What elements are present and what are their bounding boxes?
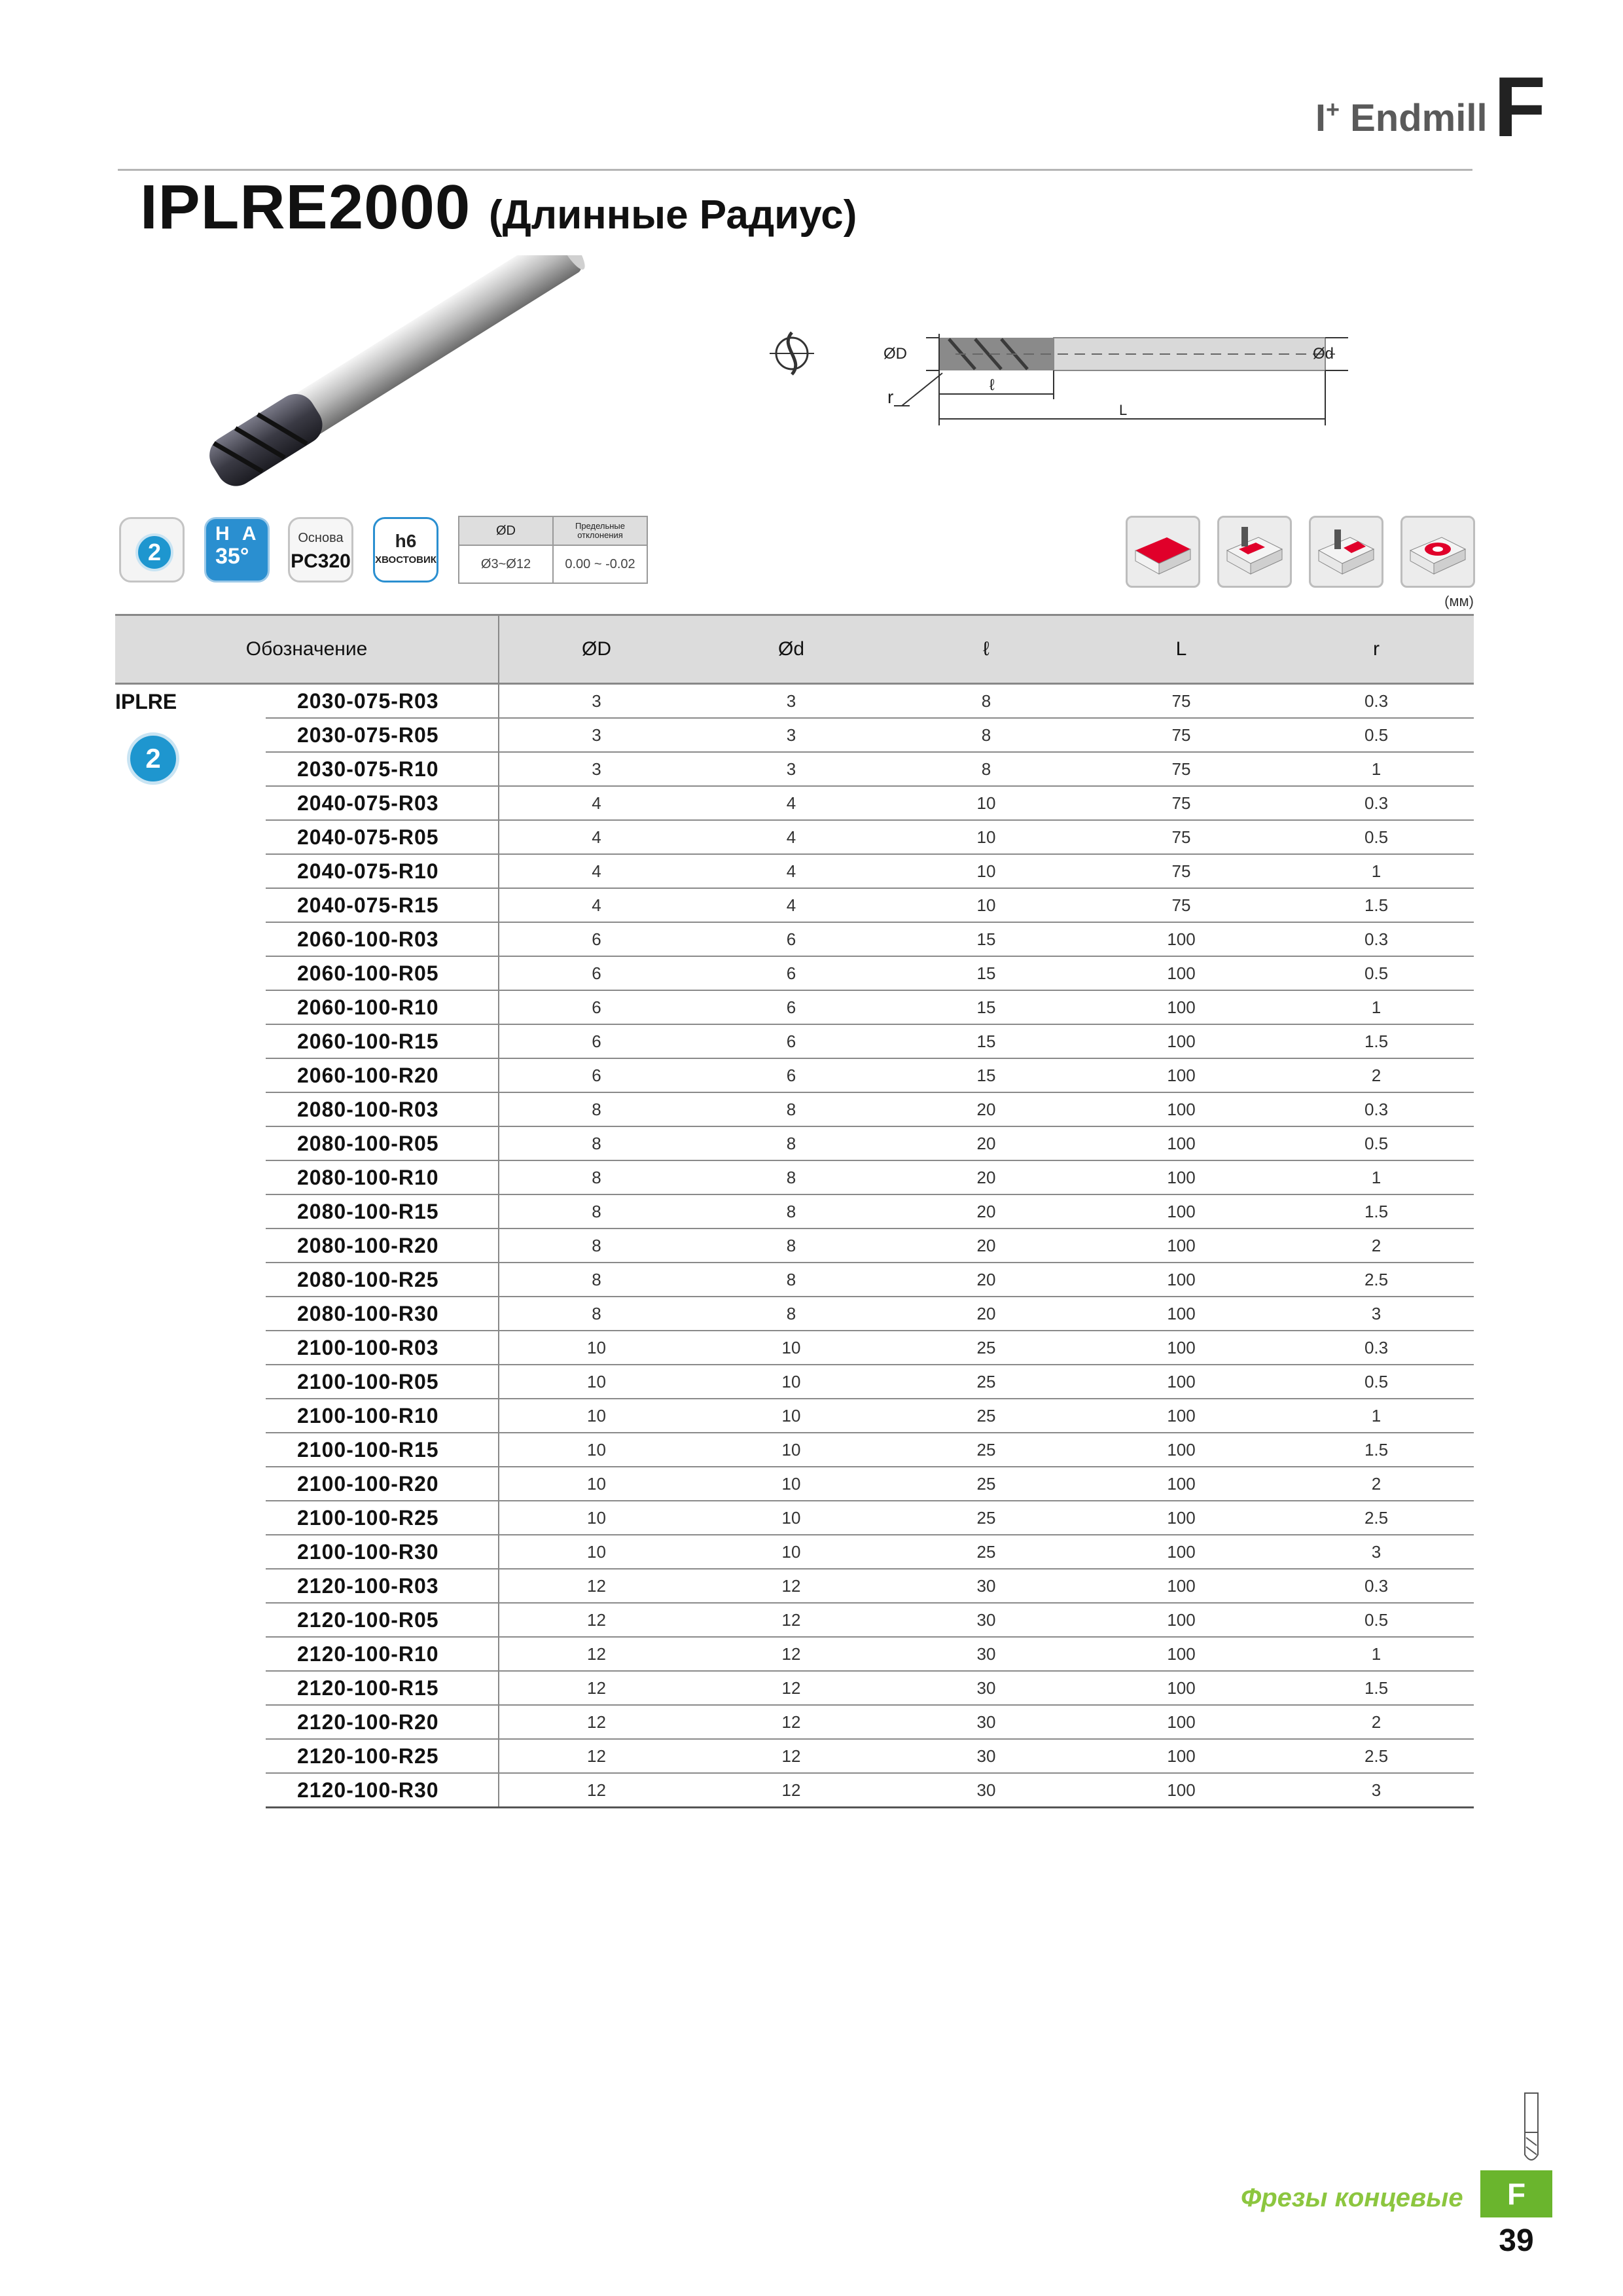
overall-length: 100 bbox=[1084, 1603, 1279, 1637]
cutting-diameter: 4 bbox=[499, 820, 694, 854]
designation-code: 2030-075-R10 bbox=[266, 752, 499, 786]
overall-length: 75 bbox=[1084, 718, 1279, 752]
shank-diameter: 12 bbox=[694, 1671, 889, 1705]
cross-section-icon bbox=[770, 332, 814, 374]
corner-radius: 1 bbox=[1279, 1637, 1474, 1671]
cutting-diameter: 6 bbox=[499, 1024, 694, 1058]
page-title: IPLRE2000 (Длинные Радиус) bbox=[140, 172, 857, 242]
designation-code: 2060-100-R05 bbox=[266, 956, 499, 990]
corner-radius: 1 bbox=[1279, 1160, 1474, 1194]
corner-radius: 0.5 bbox=[1279, 820, 1474, 854]
cutting-diameter: 8 bbox=[499, 1160, 694, 1194]
cutting-diameter: 3 bbox=[499, 718, 694, 752]
endmill-photo bbox=[190, 255, 641, 504]
shank-diameter: 6 bbox=[694, 956, 889, 990]
cutting-diameter: 3 bbox=[499, 752, 694, 786]
designation-code: 2120-100-R03 bbox=[266, 1569, 499, 1603]
flute-length: 30 bbox=[889, 1637, 1084, 1671]
shank-diameter: 10 bbox=[694, 1535, 889, 1569]
overall-length: 100 bbox=[1084, 1229, 1279, 1263]
corner-radius: 0.5 bbox=[1279, 1126, 1474, 1160]
table-row bbox=[115, 1194, 1474, 1229]
page-number: 39 bbox=[1499, 2223, 1534, 2258]
designation-code: 2120-100-R10 bbox=[266, 1637, 499, 1671]
flute-length: 30 bbox=[889, 1603, 1084, 1637]
corner-radius: 0.5 bbox=[1279, 1365, 1474, 1399]
flute-length: 25 bbox=[889, 1433, 1084, 1467]
corner-radius: 0.3 bbox=[1279, 1331, 1474, 1365]
corner-radius: 2 bbox=[1279, 1467, 1474, 1501]
substrate-badge bbox=[288, 517, 353, 583]
overall-length: 100 bbox=[1084, 1773, 1279, 1808]
overall-length: 75 bbox=[1084, 786, 1279, 820]
flute-length: 8 bbox=[889, 752, 1084, 786]
designation-code: 2040-075-R15 bbox=[266, 888, 499, 922]
flute-length: 10 bbox=[889, 786, 1084, 820]
table-header-row bbox=[115, 615, 1474, 684]
cutting-diameter: 6 bbox=[499, 922, 694, 956]
shank-diameter: 12 bbox=[694, 1739, 889, 1773]
flute-length: 20 bbox=[889, 1126, 1084, 1160]
tolerance-deviation: 0.00 ~ -0.02 bbox=[553, 545, 647, 583]
table-row bbox=[115, 1399, 1474, 1433]
corner-radius: 2 bbox=[1279, 1705, 1474, 1739]
header-corner-radius: r bbox=[1279, 615, 1474, 684]
corner-radius: 2 bbox=[1279, 1229, 1474, 1263]
overall-length: 100 bbox=[1084, 1024, 1279, 1058]
table-row bbox=[115, 956, 1474, 990]
table-row bbox=[115, 1467, 1474, 1501]
table-row bbox=[115, 1603, 1474, 1637]
shank-diameter: 10 bbox=[694, 1365, 889, 1399]
overall-length: 75 bbox=[1084, 752, 1279, 786]
helix-letters: H A bbox=[215, 523, 260, 545]
shank-diameter: 3 bbox=[694, 718, 889, 752]
flute-length: 20 bbox=[889, 1229, 1084, 1263]
cutting-diameter: 12 bbox=[499, 1569, 694, 1603]
overall-length: 100 bbox=[1084, 1433, 1279, 1467]
designation-code: 2060-100-R10 bbox=[266, 990, 499, 1024]
flute-length: 30 bbox=[889, 1569, 1084, 1603]
flute-count-icon: 2 bbox=[127, 732, 179, 785]
substrate-label: Основа bbox=[298, 531, 344, 545]
corner-radius: 1.5 bbox=[1279, 888, 1474, 922]
flute-length: 25 bbox=[889, 1535, 1084, 1569]
table-row bbox=[115, 1092, 1474, 1126]
shank-tolerance-value: h6 bbox=[395, 531, 417, 551]
shank-diameter: 10 bbox=[694, 1467, 889, 1501]
corner-radius: 1 bbox=[1279, 990, 1474, 1024]
tolerance-table bbox=[458, 516, 648, 584]
header-flute-length: ℓ bbox=[889, 615, 1084, 684]
flute-length: 10 bbox=[889, 854, 1084, 888]
cutting-diameter: 12 bbox=[499, 1637, 694, 1671]
overall-length: 100 bbox=[1084, 990, 1279, 1024]
shank-diameter: 10 bbox=[694, 1501, 889, 1535]
overall-length: 100 bbox=[1084, 1331, 1279, 1365]
designation-code: 2120-100-R25 bbox=[266, 1739, 499, 1773]
shank-diameter: 10 bbox=[694, 1433, 889, 1467]
designation-code: 2100-100-R10 bbox=[266, 1399, 499, 1433]
table-row bbox=[115, 1229, 1474, 1263]
corner-radius: 2 bbox=[1279, 1058, 1474, 1092]
flute-length: 15 bbox=[889, 956, 1084, 990]
overall-length: 100 bbox=[1084, 1467, 1279, 1501]
shank-diameter: 12 bbox=[694, 1569, 889, 1603]
tolerance-header-deviation: Предельные отклонения bbox=[553, 516, 647, 545]
designation-code: 2080-100-R25 bbox=[266, 1263, 499, 1297]
designation-code: 2080-100-R15 bbox=[266, 1194, 499, 1229]
table-row bbox=[115, 1365, 1474, 1399]
designation-code: 2120-100-R05 bbox=[266, 1603, 499, 1637]
designation-code: 2080-100-R20 bbox=[266, 1229, 499, 1263]
cutting-diameter: 10 bbox=[499, 1365, 694, 1399]
corner-radius: 2.5 bbox=[1279, 1501, 1474, 1535]
flute-length: 25 bbox=[889, 1399, 1084, 1433]
corner-radius: 0.5 bbox=[1279, 718, 1474, 752]
header-designation: Обозначение bbox=[115, 615, 499, 684]
overall-length: 100 bbox=[1084, 1160, 1279, 1194]
table-row bbox=[115, 684, 1474, 719]
dim-label-L: L bbox=[1119, 402, 1128, 418]
designation-code: 2100-100-R05 bbox=[266, 1365, 499, 1399]
corner-radius: 3 bbox=[1279, 1535, 1474, 1569]
flute-length: 30 bbox=[889, 1705, 1084, 1739]
flute-length: 8 bbox=[889, 684, 1084, 719]
shank-diameter: 12 bbox=[694, 1603, 889, 1637]
overall-length: 100 bbox=[1084, 1365, 1279, 1399]
corner-radius: 0.3 bbox=[1279, 684, 1474, 719]
shank-diameter: 6 bbox=[694, 922, 889, 956]
table-row bbox=[115, 1637, 1474, 1671]
helix-angle-badge bbox=[204, 517, 270, 583]
cutting-diameter: 12 bbox=[499, 1773, 694, 1808]
shank-diameter: 8 bbox=[694, 1194, 889, 1229]
designation-code: 2120-100-R30 bbox=[266, 1773, 499, 1808]
dim-label-d: Ød bbox=[1313, 345, 1334, 363]
shank-diameter: 8 bbox=[694, 1092, 889, 1126]
table-row bbox=[115, 1263, 1474, 1297]
table-row bbox=[115, 1705, 1474, 1739]
shank-diameter: 6 bbox=[694, 990, 889, 1024]
flute-length: 15 bbox=[889, 922, 1084, 956]
overall-length: 100 bbox=[1084, 1739, 1279, 1773]
cutting-diameter: 10 bbox=[499, 1535, 694, 1569]
designation-code: 2120-100-R20 bbox=[266, 1705, 499, 1739]
corner-radius: 1.5 bbox=[1279, 1024, 1474, 1058]
corner-radius: 0.3 bbox=[1279, 1569, 1474, 1603]
shank-diameter: 6 bbox=[694, 1024, 889, 1058]
table-row bbox=[115, 1569, 1474, 1603]
table-row bbox=[115, 1773, 1474, 1808]
designation-code: 2100-100-R30 bbox=[266, 1535, 499, 1569]
application-pocketing-icon bbox=[1400, 516, 1475, 588]
shank-diameter: 10 bbox=[694, 1331, 889, 1365]
cutting-diameter: 10 bbox=[499, 1433, 694, 1467]
table-row bbox=[115, 1126, 1474, 1160]
ball-endmill-icon bbox=[1518, 2092, 1544, 2166]
shank-diameter: 8 bbox=[694, 1160, 889, 1194]
table-row bbox=[115, 1160, 1474, 1194]
designation-code: 2100-100-R20 bbox=[266, 1467, 499, 1501]
designation-code: 2030-075-R03 bbox=[266, 684, 499, 719]
table-row bbox=[115, 718, 1474, 752]
flute-length: 10 bbox=[889, 888, 1084, 922]
designation-code: 2060-100-R20 bbox=[266, 1058, 499, 1092]
page-subtitle: (Длинные Радиус) bbox=[488, 192, 857, 238]
overall-length: 100 bbox=[1084, 1126, 1279, 1160]
substrate-grade: PC320 bbox=[291, 550, 351, 572]
designation-code: 2080-100-R10 bbox=[266, 1160, 499, 1194]
cutting-diameter: 12 bbox=[499, 1739, 694, 1773]
flute-length: 20 bbox=[889, 1263, 1084, 1297]
tolerance-header-diameter: ØD bbox=[459, 516, 553, 545]
corner-radius: 0.3 bbox=[1279, 1092, 1474, 1126]
overall-length: 75 bbox=[1084, 820, 1279, 854]
corner-radius: 0.5 bbox=[1279, 1603, 1474, 1637]
cutting-diameter: 8 bbox=[499, 1263, 694, 1297]
application-slotting-icon bbox=[1126, 516, 1200, 588]
table-row bbox=[115, 820, 1474, 854]
table-row bbox=[115, 1671, 1474, 1705]
corner-radius: 1 bbox=[1279, 854, 1474, 888]
designation-code: 2060-100-R03 bbox=[266, 922, 499, 956]
corner-radius: 1.5 bbox=[1279, 1194, 1474, 1229]
overall-length: 100 bbox=[1084, 956, 1279, 990]
flute-length: 10 bbox=[889, 820, 1084, 854]
designation-code: 2040-075-R05 bbox=[266, 820, 499, 854]
cutting-diameter: 4 bbox=[499, 786, 694, 820]
cutting-diameter: 8 bbox=[499, 1297, 694, 1331]
overall-length: 100 bbox=[1084, 1569, 1279, 1603]
cutting-diameter: 10 bbox=[499, 1467, 694, 1501]
table-row bbox=[115, 1535, 1474, 1569]
shank-diameter: 12 bbox=[694, 1705, 889, 1739]
overall-length: 100 bbox=[1084, 1058, 1279, 1092]
designation-code: 2080-100-R30 bbox=[266, 1297, 499, 1331]
designation-code: 2030-075-R05 bbox=[266, 718, 499, 752]
table-row bbox=[115, 888, 1474, 922]
table-row bbox=[115, 1739, 1474, 1773]
flute-length: 20 bbox=[889, 1297, 1084, 1331]
overall-length: 75 bbox=[1084, 854, 1279, 888]
shank-diameter: 4 bbox=[694, 888, 889, 922]
table-row bbox=[115, 1331, 1474, 1365]
corner-radius: 3 bbox=[1279, 1297, 1474, 1331]
corner-radius: 0.3 bbox=[1279, 922, 1474, 956]
designation-code: 2040-075-R10 bbox=[266, 854, 499, 888]
overall-length: 75 bbox=[1084, 888, 1279, 922]
shank-diameter: 10 bbox=[694, 1399, 889, 1433]
cutting-diameter: 3 bbox=[499, 684, 694, 719]
cutting-diameter: 10 bbox=[499, 1501, 694, 1535]
cutting-diameter: 4 bbox=[499, 888, 694, 922]
shank-diameter: 4 bbox=[694, 854, 889, 888]
overall-length: 100 bbox=[1084, 1092, 1279, 1126]
unit-label: (мм) bbox=[1444, 593, 1474, 609]
designation-code: 2100-100-R25 bbox=[266, 1501, 499, 1535]
corner-radius: 1 bbox=[1279, 1399, 1474, 1433]
flute-length: 20 bbox=[889, 1092, 1084, 1126]
designation-code: 2040-075-R03 bbox=[266, 786, 499, 820]
flute-length: 30 bbox=[889, 1773, 1084, 1808]
table-row bbox=[115, 752, 1474, 786]
table-row bbox=[115, 922, 1474, 956]
corner-radius: 2.5 bbox=[1279, 1739, 1474, 1773]
header-divider bbox=[118, 169, 1472, 171]
overall-length: 100 bbox=[1084, 1399, 1279, 1433]
shank-diameter: 6 bbox=[694, 1058, 889, 1092]
designation-code: 2100-100-R15 bbox=[266, 1433, 499, 1467]
designation-code: 2100-100-R03 bbox=[266, 1331, 499, 1365]
application-profiling-icon bbox=[1309, 516, 1383, 588]
dim-label-r: r bbox=[887, 387, 894, 407]
corner-radius: 0.3 bbox=[1279, 786, 1474, 820]
corner-radius: 1.5 bbox=[1279, 1433, 1474, 1467]
cutting-diameter: 8 bbox=[499, 1194, 694, 1229]
cutting-diameter: 12 bbox=[499, 1603, 694, 1637]
flute-length: 30 bbox=[889, 1671, 1084, 1705]
overall-length: 100 bbox=[1084, 1263, 1279, 1297]
cutting-diameter: 10 bbox=[499, 1331, 694, 1365]
flute-length: 15 bbox=[889, 1024, 1084, 1058]
cutting-diameter: 4 bbox=[499, 854, 694, 888]
dim-label-D: ØD bbox=[883, 345, 907, 363]
designation-code: 2120-100-R15 bbox=[266, 1671, 499, 1705]
table-row bbox=[115, 786, 1474, 820]
corner-radius: 0.5 bbox=[1279, 956, 1474, 990]
cutting-diameter: 8 bbox=[499, 1229, 694, 1263]
table-row bbox=[115, 1024, 1474, 1058]
cutting-diameter: 10 bbox=[499, 1399, 694, 1433]
table-row bbox=[115, 990, 1474, 1024]
corner-radius: 1 bbox=[1279, 752, 1474, 786]
overall-length: 100 bbox=[1084, 1705, 1279, 1739]
overall-length: 75 bbox=[1084, 684, 1279, 719]
header-shank-diameter: Ød bbox=[694, 615, 889, 684]
shank-diameter: 4 bbox=[694, 820, 889, 854]
section-letter: F bbox=[1493, 59, 1546, 154]
header-overall-length: L bbox=[1084, 615, 1279, 684]
corner-radius: 1.5 bbox=[1279, 1671, 1474, 1705]
helix-angle-value: 35° bbox=[215, 544, 249, 569]
shank-diameter: 3 bbox=[694, 752, 889, 786]
footer-category: Фрезы концевые bbox=[1241, 2183, 1463, 2212]
application-side-milling-icon bbox=[1217, 516, 1292, 588]
flute-length: 8 bbox=[889, 718, 1084, 752]
header-cutting-diameter: ØD bbox=[499, 615, 694, 684]
designation-code: 2060-100-R15 bbox=[266, 1024, 499, 1058]
table-row bbox=[115, 854, 1474, 888]
overall-length: 100 bbox=[1084, 1194, 1279, 1229]
cutting-diameter: 6 bbox=[499, 1058, 694, 1092]
shank-diameter: 8 bbox=[694, 1126, 889, 1160]
overall-length: 100 bbox=[1084, 1297, 1279, 1331]
cutting-diameter: 6 bbox=[499, 956, 694, 990]
shank-tolerance-badge bbox=[373, 517, 438, 583]
cutting-diameter: 8 bbox=[499, 1126, 694, 1160]
shank-diameter: 8 bbox=[694, 1229, 889, 1263]
shank-diameter: 8 bbox=[694, 1297, 889, 1331]
overall-length: 100 bbox=[1084, 1671, 1279, 1705]
flute-length: 30 bbox=[889, 1739, 1084, 1773]
overall-length: 100 bbox=[1084, 1637, 1279, 1671]
cutting-diameter: 6 bbox=[499, 990, 694, 1024]
table-row bbox=[115, 1501, 1474, 1535]
shank-diameter: 12 bbox=[694, 1637, 889, 1671]
cutting-diameter: 12 bbox=[499, 1671, 694, 1705]
tolerance-range: Ø3~Ø12 bbox=[459, 545, 553, 583]
flute-length: 25 bbox=[889, 1501, 1084, 1535]
table-row bbox=[115, 1297, 1474, 1331]
overall-length: 100 bbox=[1084, 922, 1279, 956]
overall-length: 100 bbox=[1084, 1535, 1279, 1569]
shank-diameter: 8 bbox=[694, 1263, 889, 1297]
series-cell bbox=[115, 684, 266, 1808]
table-row bbox=[115, 1058, 1474, 1092]
cutting-diameter: 8 bbox=[499, 1092, 694, 1126]
dim-label-l: ℓ bbox=[990, 376, 995, 394]
corner-radius: 2.5 bbox=[1279, 1263, 1474, 1297]
series-label: IPLRE bbox=[115, 690, 177, 713]
flute-length: 20 bbox=[889, 1160, 1084, 1194]
flute-count-badge bbox=[119, 517, 185, 583]
shank-diameter: 4 bbox=[694, 786, 889, 820]
spec-table bbox=[115, 614, 1474, 1808]
flute-length: 20 bbox=[889, 1194, 1084, 1229]
flute-length: 25 bbox=[889, 1365, 1084, 1399]
brand-title: I+ EndmillF bbox=[1315, 59, 1546, 154]
technical-drawing bbox=[759, 314, 1355, 445]
shank-diameter: 3 bbox=[694, 684, 889, 719]
flute-length: 15 bbox=[889, 990, 1084, 1024]
shank-label: ХВОСТОВИК bbox=[375, 554, 437, 565]
table-row bbox=[115, 1433, 1474, 1467]
footer-section-tab: F bbox=[1480, 2170, 1552, 2217]
designation-code: 2080-100-R05 bbox=[266, 1126, 499, 1160]
flute-length: 25 bbox=[889, 1467, 1084, 1501]
flute-length: 25 bbox=[889, 1331, 1084, 1365]
overall-length: 100 bbox=[1084, 1501, 1279, 1535]
corner-radius: 3 bbox=[1279, 1773, 1474, 1808]
flute-length: 15 bbox=[889, 1058, 1084, 1092]
cutting-diameter: 12 bbox=[499, 1705, 694, 1739]
shank-diameter: 12 bbox=[694, 1773, 889, 1808]
designation-code: 2080-100-R03 bbox=[266, 1092, 499, 1126]
flute-count-icon: 2 bbox=[135, 533, 173, 571]
